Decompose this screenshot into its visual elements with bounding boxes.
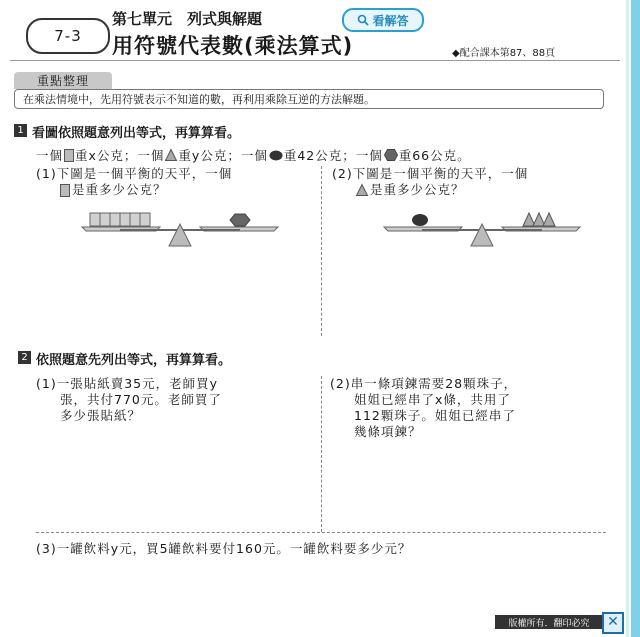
column-divider [321, 376, 322, 532]
section1-title: 看圖依照題意列出等式，再算算看。 [32, 126, 241, 141]
close-icon: ✕ [607, 614, 619, 630]
intro-part-4: 重42公克；一個 [283, 148, 383, 163]
fulcrum [471, 224, 493, 246]
s2-q2 [330, 376, 517, 440]
rect-weight-3 [110, 213, 120, 226]
page-title: 用符號代表數(乘法算式) [112, 34, 354, 58]
s2-q1-line3: 多少張貼紙？ [60, 408, 142, 423]
header-divider [10, 60, 620, 61]
s1-q1 [36, 166, 232, 198]
page-edge-highlight [626, 0, 629, 637]
s2-q2-line2: 姐姐已經串了x條，共用了 [354, 392, 511, 407]
s2-q2-line1: (2)串一條項鍊需要28顆珠子， [330, 376, 518, 391]
hexagon-weight [230, 214, 250, 226]
copyright-label: 版權所有．翻印必究 [495, 615, 603, 629]
row-divider [36, 532, 606, 533]
intro-part-5: 重66公克。 [398, 148, 471, 163]
s2-q2-line3: 112顆珠子。姐姐已經串了 [354, 408, 516, 423]
section2-number: 2 [18, 351, 31, 364]
triangle-weight-2 [533, 213, 545, 226]
s2-q1-line1: (1)一張貼紙賣35元，老師買y [36, 376, 219, 391]
section1-intro [36, 146, 471, 164]
section1-number: 1 [14, 124, 27, 137]
oval-weight [412, 214, 428, 226]
balance-scale-2 [382, 210, 582, 250]
unit-number: 7-3 [54, 27, 82, 45]
triangle-weight-3 [543, 213, 555, 226]
intro-part-3: 重y公克；一個 [178, 148, 268, 163]
unit-title: 第七單元 列式與解題 [112, 10, 263, 28]
s1-q1-line2: 是重多少公克？ [72, 182, 167, 197]
rect-weight-6 [140, 213, 150, 226]
triangle-shape-icon [165, 149, 177, 161]
magnifier-icon [357, 14, 369, 26]
hexagon-shape-icon [384, 149, 398, 161]
s2-q3: (3)一罐飲料y元，買5罐飲料要付160元。一罐飲料要多少元？ [36, 541, 412, 556]
key-points-box [14, 89, 604, 109]
key-points-tab: 重點整理 [14, 72, 112, 89]
intro-part-2: 重x公克；一個 [75, 148, 165, 163]
oval-shape-icon [269, 150, 283, 161]
unit-badge [26, 18, 110, 54]
triangle-shape-icon [356, 184, 368, 196]
s1-q2-line1: (2)下圖是一個平衡的天平，一個 [332, 166, 529, 181]
s2-q1-line2: 張，共付770元。老師買了 [60, 392, 222, 407]
view-answer-label: 看解答 [372, 13, 409, 28]
fulcrum [169, 224, 191, 246]
rect-weight-1 [90, 213, 100, 226]
s2-q2-line4: 幾條項鍊？ [354, 424, 422, 439]
rect-weight-2 [100, 213, 110, 226]
s1-q1-line1: (1)下圖是一個平衡的天平，一個 [36, 166, 233, 181]
section2-title: 依照題意先列出等式，再算算看。 [36, 353, 232, 368]
balance-scale-1 [80, 210, 280, 250]
close-button[interactable] [602, 612, 624, 634]
column-divider [321, 166, 322, 336]
intro-part-1: 一個 [36, 148, 64, 163]
key-points-text: 在乘法情境中，先用符號表示不知道的數，再利用乘除互逆的方法解題。 [23, 93, 375, 106]
view-answer-button[interactable] [342, 8, 424, 32]
textbook-reference: ◆配合課本第87、88頁 [452, 48, 556, 59]
s2-q1 [36, 376, 222, 424]
triangle-weight-1 [523, 213, 535, 226]
s1-q2 [332, 166, 528, 198]
rectangle-shape-icon [60, 184, 70, 197]
page-edge-bar [631, 0, 640, 637]
rectangle-shape-icon [64, 149, 74, 162]
s1-q2-line2: 是重多少公克？ [370, 182, 465, 197]
rect-weight-4 [120, 213, 130, 226]
rect-weight-5 [130, 213, 140, 226]
